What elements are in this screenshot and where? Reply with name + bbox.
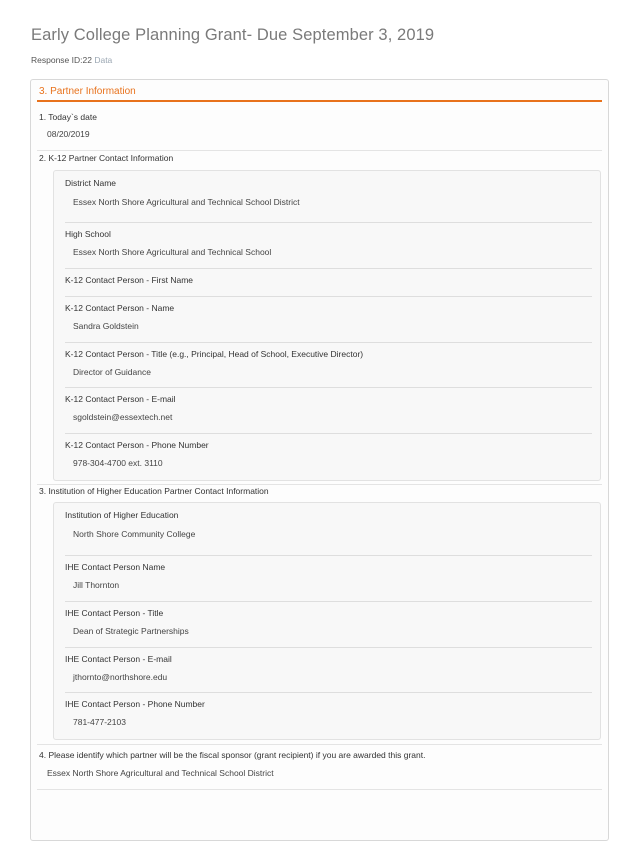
section-heading: 3. Partner Information	[39, 86, 136, 97]
field-label: District Name	[65, 178, 117, 188]
field-value: Essex North Shore Agricultural and Technical School	[73, 247, 272, 257]
field-label: IHE Contact Person - Title	[65, 608, 164, 618]
question-2-label: 2. K-12 Partner Contact Information	[39, 153, 174, 163]
field-ihe-contact-name	[54, 556, 600, 602]
field-value: 978-304-4700 ext. 3110	[73, 458, 163, 468]
question-3-label: 3. Institution of Higher Education Partner Contact Information	[39, 486, 269, 496]
page-title: Early College Planning Grant- Due September 3, 2019	[31, 26, 435, 44]
question-1-label: 1. Today`s date	[39, 112, 97, 122]
field-value: sgoldstein@essextech.net	[73, 412, 173, 422]
ihe-contact-group	[53, 502, 601, 740]
field-value: Director of Guidance	[73, 367, 151, 377]
field-k12-title	[54, 343, 600, 388]
field-label: High School	[65, 229, 111, 239]
field-district-name	[54, 171, 600, 223]
field-ihe-contact-title	[54, 602, 600, 648]
response-data-link[interactable]: Data	[94, 55, 113, 65]
field-high-school	[54, 223, 600, 269]
section-panel	[30, 79, 609, 841]
field-label: K-12 Contact Person - Name	[65, 303, 175, 313]
field-value: Jill Thornton	[73, 580, 120, 590]
field-label: IHE Contact Person Name	[65, 562, 166, 572]
section-heading-rule	[37, 100, 602, 102]
field-ihe-contact-email	[54, 648, 600, 693]
field-institution	[54, 503, 600, 556]
field-label: IHE Contact Person - Phone Number	[65, 699, 205, 709]
question-divider	[37, 484, 602, 485]
field-k12-first-name	[54, 269, 600, 297]
k12-contact-group	[53, 170, 601, 481]
question-4-answer: Essex North Shore Agricultural and Technical School District	[47, 768, 274, 778]
question-divider	[37, 789, 602, 790]
field-label: IHE Contact Person - E-mail	[65, 654, 172, 664]
response-id-line	[31, 55, 112, 65]
question-divider	[37, 744, 602, 745]
field-value: Essex North Shore Agricultural and Technical School District	[73, 197, 300, 207]
field-label: K-12 Contact Person - E-mail	[65, 394, 176, 404]
field-k12-phone	[54, 434, 600, 480]
field-value: North Shore Community College	[73, 529, 196, 539]
question-divider	[37, 150, 602, 151]
field-k12-name	[54, 297, 600, 343]
field-label: K-12 Contact Person - First Name	[65, 275, 194, 285]
response-id-label: Response ID:22	[31, 55, 92, 65]
question-1-answer: 08/20/2019	[47, 129, 90, 139]
field-ihe-contact-phone	[54, 693, 600, 739]
field-value: Sandra Goldstein	[73, 321, 139, 331]
field-label: Institution of Higher Education	[65, 510, 179, 520]
field-label: K-12 Contact Person - Phone Number	[65, 440, 209, 450]
field-value: jthornto@northshore.edu	[73, 672, 168, 682]
field-value: Dean of Strategic Partnerships	[73, 626, 189, 636]
field-k12-email	[54, 388, 600, 434]
field-label: K-12 Contact Person - Title (e.g., Principal, Head of School, Executive Director)	[65, 349, 364, 359]
question-4-label: 4. Please identify which partner will be the fiscal sponsor (grant recipient) if you are awarded this grant.	[39, 750, 426, 760]
field-value: 781-477-2103	[73, 717, 126, 727]
